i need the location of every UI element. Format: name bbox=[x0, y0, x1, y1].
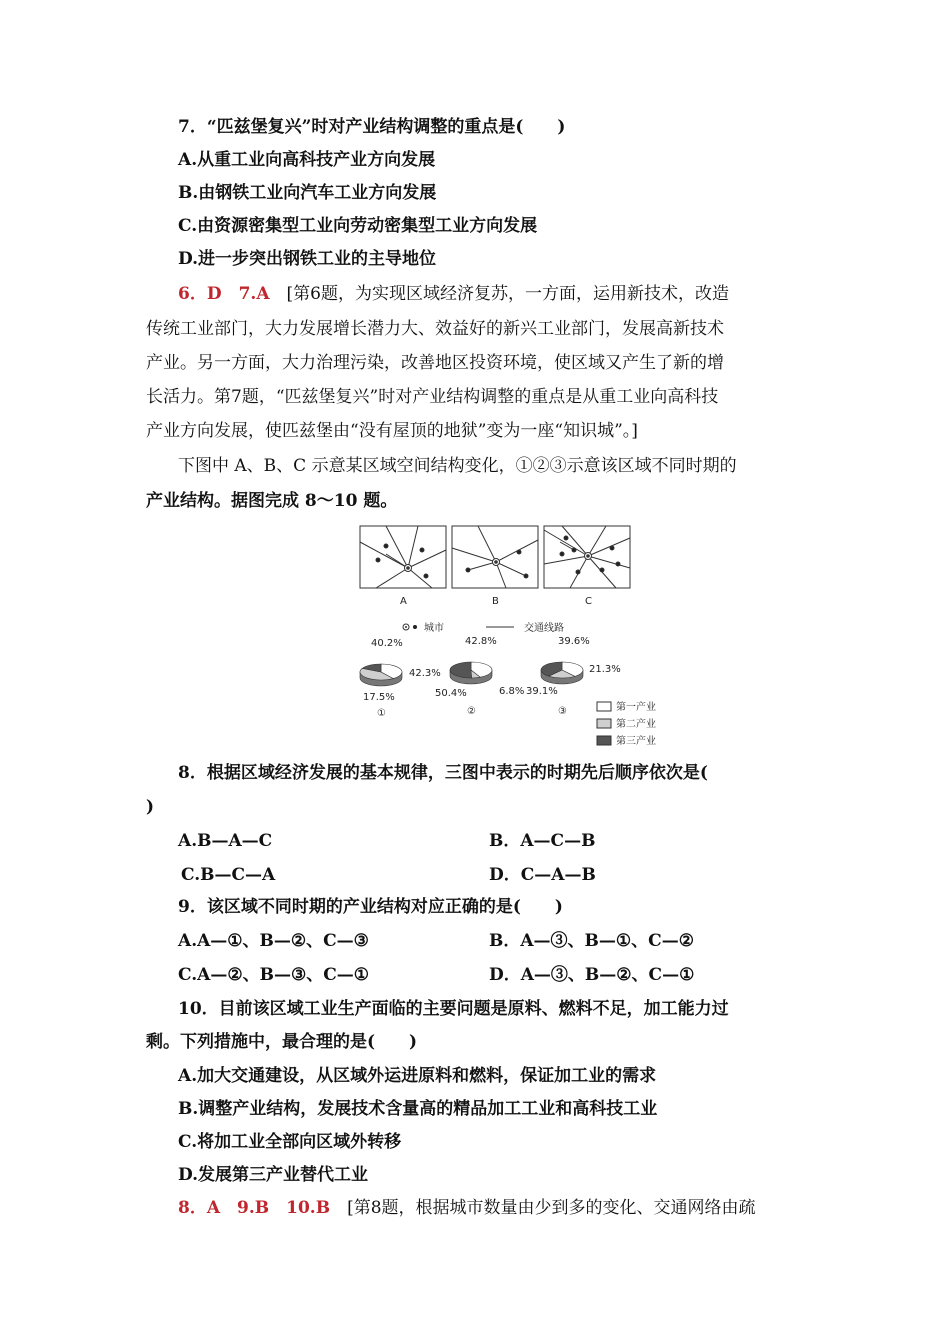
legend-swatch-tertiary bbox=[597, 736, 611, 745]
map-b bbox=[452, 526, 538, 588]
q9-option-d: D．A—③、B—②、C—① bbox=[489, 965, 695, 985]
answer-6-7-line1: 6．D 7.A [第6题，为实现区域经济复苏，一方面，运用新技术，改造 bbox=[178, 284, 729, 304]
legend-swatch-primary bbox=[597, 702, 611, 711]
pie-charts bbox=[360, 636, 621, 719]
q10-option-a: A.加大交通建设，从区域外运进原料和燃料，保证加工业的需求 bbox=[178, 1066, 657, 1086]
pie-3-value-label: 21.3% bbox=[589, 664, 621, 675]
map-a bbox=[360, 526, 446, 588]
legend-primary: 第一产业 bbox=[616, 702, 656, 713]
q10-stem-line1: 10．目前该区域工业生产面临的主要问题是原料、燃料不足，加工能力过 bbox=[178, 999, 729, 1019]
q10-option-c: C.将加工业全部向区域外转移 bbox=[178, 1132, 402, 1152]
q8-option-d: D．C—A—B bbox=[489, 865, 596, 885]
q7-option-d: D.进一步突出钢铁工业的主导地位 bbox=[178, 249, 437, 269]
intro-line1: 下图中 A、B、C 示意某区域空间结构变化，①②③示意该区域不同时期的 bbox=[178, 456, 737, 476]
answer-6-7-line5: 产业方向发展，使匹兹堡由“没有屋顶的地狱”变为一座“知识城”。] bbox=[146, 421, 638, 441]
legend-city: 城市 bbox=[424, 623, 444, 634]
legend-swatch-secondary bbox=[597, 719, 611, 728]
intro-line2: 产业结构。据图完成 8～10 题。 bbox=[146, 491, 398, 511]
map-label-b: B bbox=[492, 596, 499, 607]
q7-stem: 7．“匹兹堡复兴”时对产业结构调整的重点是( ) bbox=[178, 117, 566, 137]
pie-1-value-label: 17.5% bbox=[363, 692, 395, 703]
pie-3-value-label: 39.6% bbox=[558, 636, 590, 647]
q7-option-a: A.从重工业向高科技产业方向发展 bbox=[178, 150, 436, 170]
answer-6-7-line4: 长活力。第7题，“匹兹堡复兴”时对产业结构调整的重点是从重工业向高科技 bbox=[146, 387, 719, 407]
q7-option-c: C.由资源密集型工业向劳动密集型工业方向发展 bbox=[178, 216, 538, 236]
pie-1-value-label: 42.3% bbox=[409, 668, 441, 679]
answer-6-7-labels: 6．D 7.A bbox=[178, 284, 270, 304]
answer-6-7-line3: 产业。另一方面，大力治理污染，改善地区投资环境，使区域又产生了新的增 bbox=[146, 353, 724, 373]
answer-8-10-labels: 8．A 9.B 10.B bbox=[178, 1198, 331, 1218]
legend-route: 交通线路 bbox=[524, 623, 564, 634]
q8-option-b: B．A—C—B bbox=[489, 831, 596, 851]
q8-stem-line2: ) bbox=[146, 797, 155, 817]
pie-2-value-label: 50.4% bbox=[435, 688, 467, 699]
q8-option-a: A.B—A—C bbox=[178, 831, 273, 851]
pie-2-label: ② bbox=[467, 706, 476, 717]
pie-2-value-label: 6.8% bbox=[499, 686, 525, 697]
q9-stem: 9．该区域不同时期的产业结构对应正确的是( ) bbox=[178, 897, 563, 917]
q10-option-d: D.发展第三产业替代工业 bbox=[178, 1165, 369, 1185]
legend-tertiary: 第三产业 bbox=[616, 736, 656, 747]
pie-1-value-label: 40.2% bbox=[371, 638, 403, 649]
q7-option-b: B.由钢铁工业向汽车工业方向发展 bbox=[178, 183, 437, 203]
map-label-a: A bbox=[400, 596, 407, 607]
spatial-structure-figure bbox=[356, 520, 686, 752]
pie-3-label: ③ bbox=[558, 706, 567, 717]
q10-stem-line2: 剩。下列措施中，最合理的是( ) bbox=[146, 1032, 418, 1052]
q9-option-c: C.A—②、B—③、C—① bbox=[178, 965, 369, 985]
pie-1-label: ① bbox=[377, 708, 386, 719]
q9-option-a: A.A—①、B—②、C—③ bbox=[178, 931, 369, 951]
q9-option-b: B．A—③、B—①、C—② bbox=[489, 931, 694, 951]
q8-stem-line1: 8．根据区域经济发展的基本规律，三图中表示的时期先后顺序依次是( bbox=[178, 763, 708, 783]
map-c bbox=[544, 526, 630, 588]
map-label-c: C bbox=[585, 596, 592, 607]
q8-option-c: C.B—C—A bbox=[181, 865, 276, 885]
answer-6-7-line2: 传统工业部门，大力发展增长潜力大、效益好的新兴工业部门，发展高新技术 bbox=[146, 319, 724, 339]
answer-8-10-line1: 8．A 9.B 10.B [第8题，根据城市数量由少到多的变化、交通网络由疏 bbox=[178, 1198, 756, 1218]
q10-option-b: B.调整产业结构，发展技术含量高的精品加工工业和高科技工业 bbox=[178, 1099, 658, 1119]
legend-secondary: 第二产业 bbox=[616, 719, 656, 730]
pie-3-value-label: 39.1% bbox=[526, 686, 558, 697]
pie-2-value-label: 42.8% bbox=[465, 636, 497, 647]
